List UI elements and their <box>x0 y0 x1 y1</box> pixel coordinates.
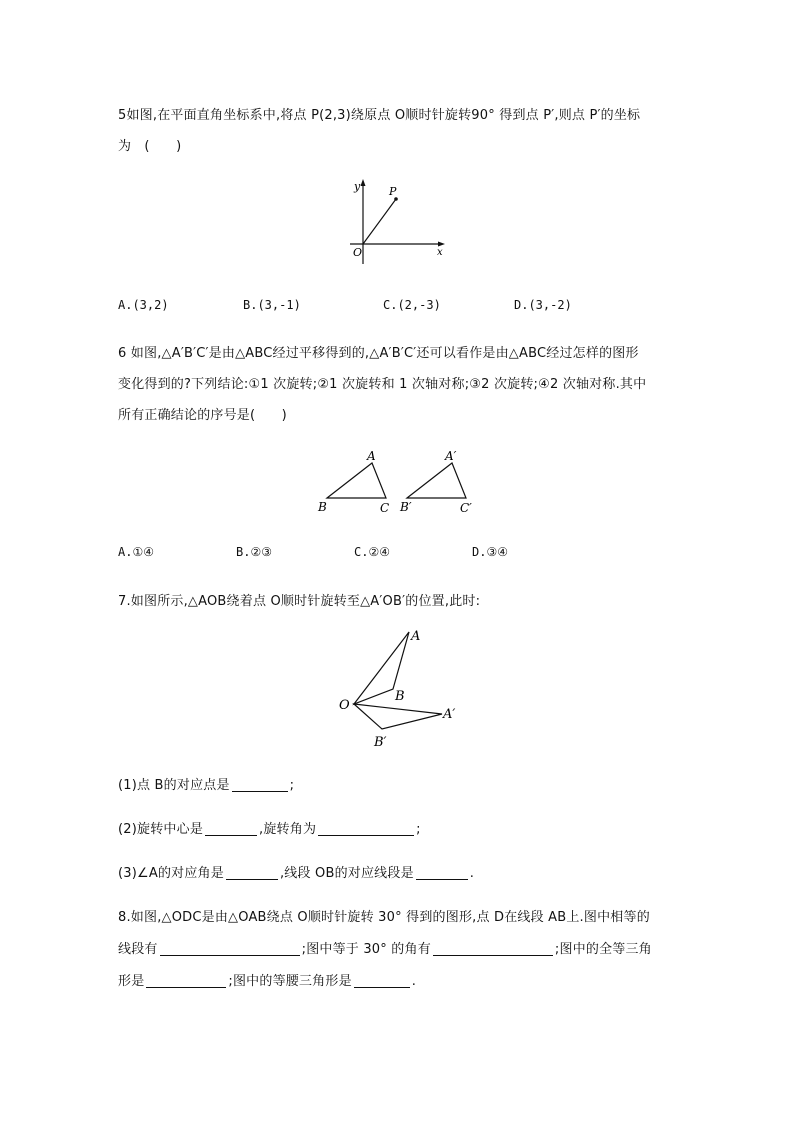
q7-sub2-mid: ,旋转角为 <box>259 822 317 837</box>
q8-text-line2 <box>118 938 652 957</box>
label-c: C <box>380 501 390 515</box>
label-b: B <box>395 689 405 704</box>
answer-blank[interactable] <box>354 973 410 988</box>
answer-blank[interactable] <box>433 941 553 956</box>
q7-rotation-figure <box>330 622 470 752</box>
q5-text-line2: 为 ( ) <box>118 139 182 154</box>
label-b-prime: B′ <box>374 735 387 750</box>
x-axis-label: x <box>437 247 443 258</box>
q5-text-line1: 5如图,在平面直角坐标系中,将点 P(2,3)绕原点 O顺时针旋转90° 得到点 P′,则点 P′的坐标 <box>118 108 641 123</box>
q8-text-line3 <box>118 970 416 989</box>
q8-line3-c: . <box>411 974 417 989</box>
q7-sub2-end: ; <box>416 822 421 837</box>
q6-text-line3: 所有正确结论的序号是( ) <box>118 408 287 423</box>
q6-text-line2: 变化得到的?下列结论:①1 次旋转;②1 次旋转和 1 次轴对称;③2 次旋转;④2 次轴对称.其中 <box>118 377 647 392</box>
q5-option-c: C.(2,-3) <box>383 298 441 312</box>
answer-blank[interactable] <box>416 865 468 880</box>
q5-option-a: A.(3,2) <box>118 298 169 312</box>
answer-blank[interactable] <box>160 941 300 956</box>
q7-sub3-mid: ,线段 OB的对应线段是 <box>279 866 414 881</box>
q8-line3-a: 形是 <box>118 974 145 989</box>
q7-sub3-end: . <box>469 866 475 881</box>
q6-option-b: B.②③ <box>236 545 272 559</box>
q8-line2-a: 线段有 <box>118 942 158 957</box>
q5-option-d: D.(3,-2) <box>514 298 572 312</box>
q6-text-line1: 6 如图,△A′B′C′是由△ABC经过平移得到的,△A′B′C′还可以看作是由△ABC经过怎样的图形 <box>118 346 639 361</box>
q6-option-a: A.①④ <box>118 545 154 559</box>
label-a-prime: A′ <box>443 707 456 722</box>
answer-blank[interactable] <box>146 973 226 988</box>
q5-coordinate-figure <box>340 178 460 268</box>
origin-label: O <box>353 246 363 259</box>
q7-sub3 <box>118 862 474 881</box>
y-axis-label: y <box>354 180 361 193</box>
point-p-label: P <box>389 185 397 198</box>
q5-option-b: B.(3,-1) <box>243 298 301 312</box>
q7-sub1 <box>118 774 294 793</box>
triangle-a2ob2 <box>354 704 442 729</box>
label-c-prime: C′ <box>460 501 472 515</box>
label-a: A <box>411 629 421 644</box>
q8-text-line1: 8.如图,△ODC是由△OAB绕点 O顺时针旋转 30° 得到的图形,点 D在线段 AB上.图中相等的 <box>118 910 650 925</box>
q7-sub2 <box>118 818 421 837</box>
x-axis-arrow <box>438 242 445 247</box>
y-axis-arrow <box>361 179 366 186</box>
answer-blank[interactable] <box>226 865 278 880</box>
q7-sub1-end: ; <box>289 778 295 793</box>
q7-text-line1: 7.如图所示,△AOB绕着点 O顺时针旋转至△A′OB′的位置,此时: <box>118 594 481 609</box>
q7-sub3-text: (3)∠A的对应角是 <box>118 866 224 881</box>
q8-line2-b: ;图中等于 30° 的角有 <box>301 942 431 957</box>
segment-op <box>363 199 396 244</box>
answer-blank[interactable] <box>232 777 288 792</box>
q6-option-c: C.②④ <box>354 545 390 559</box>
triangle-abc <box>327 463 386 498</box>
answer-blank[interactable] <box>318 821 414 836</box>
q7-sub2-text: (2)旋转中心是 <box>118 822 204 837</box>
label-o: O <box>339 698 350 713</box>
triangle-a2b2c2 <box>407 463 466 498</box>
q6-triangles-figure <box>310 445 490 520</box>
answer-blank[interactable] <box>205 821 257 836</box>
q7-sub1-text: (1)点 B的对应点是 <box>118 778 230 793</box>
label-b: B <box>318 500 327 514</box>
q6-option-d: D.③④ <box>472 545 508 559</box>
label-a-prime: A′ <box>445 449 457 463</box>
label-b-prime: B′ <box>400 500 412 514</box>
q8-line2-c: ;图中的全等三角 <box>554 942 652 957</box>
label-a: A <box>367 449 376 463</box>
q8-line3-b: ;图中的等腰三角形是 <box>228 974 352 989</box>
